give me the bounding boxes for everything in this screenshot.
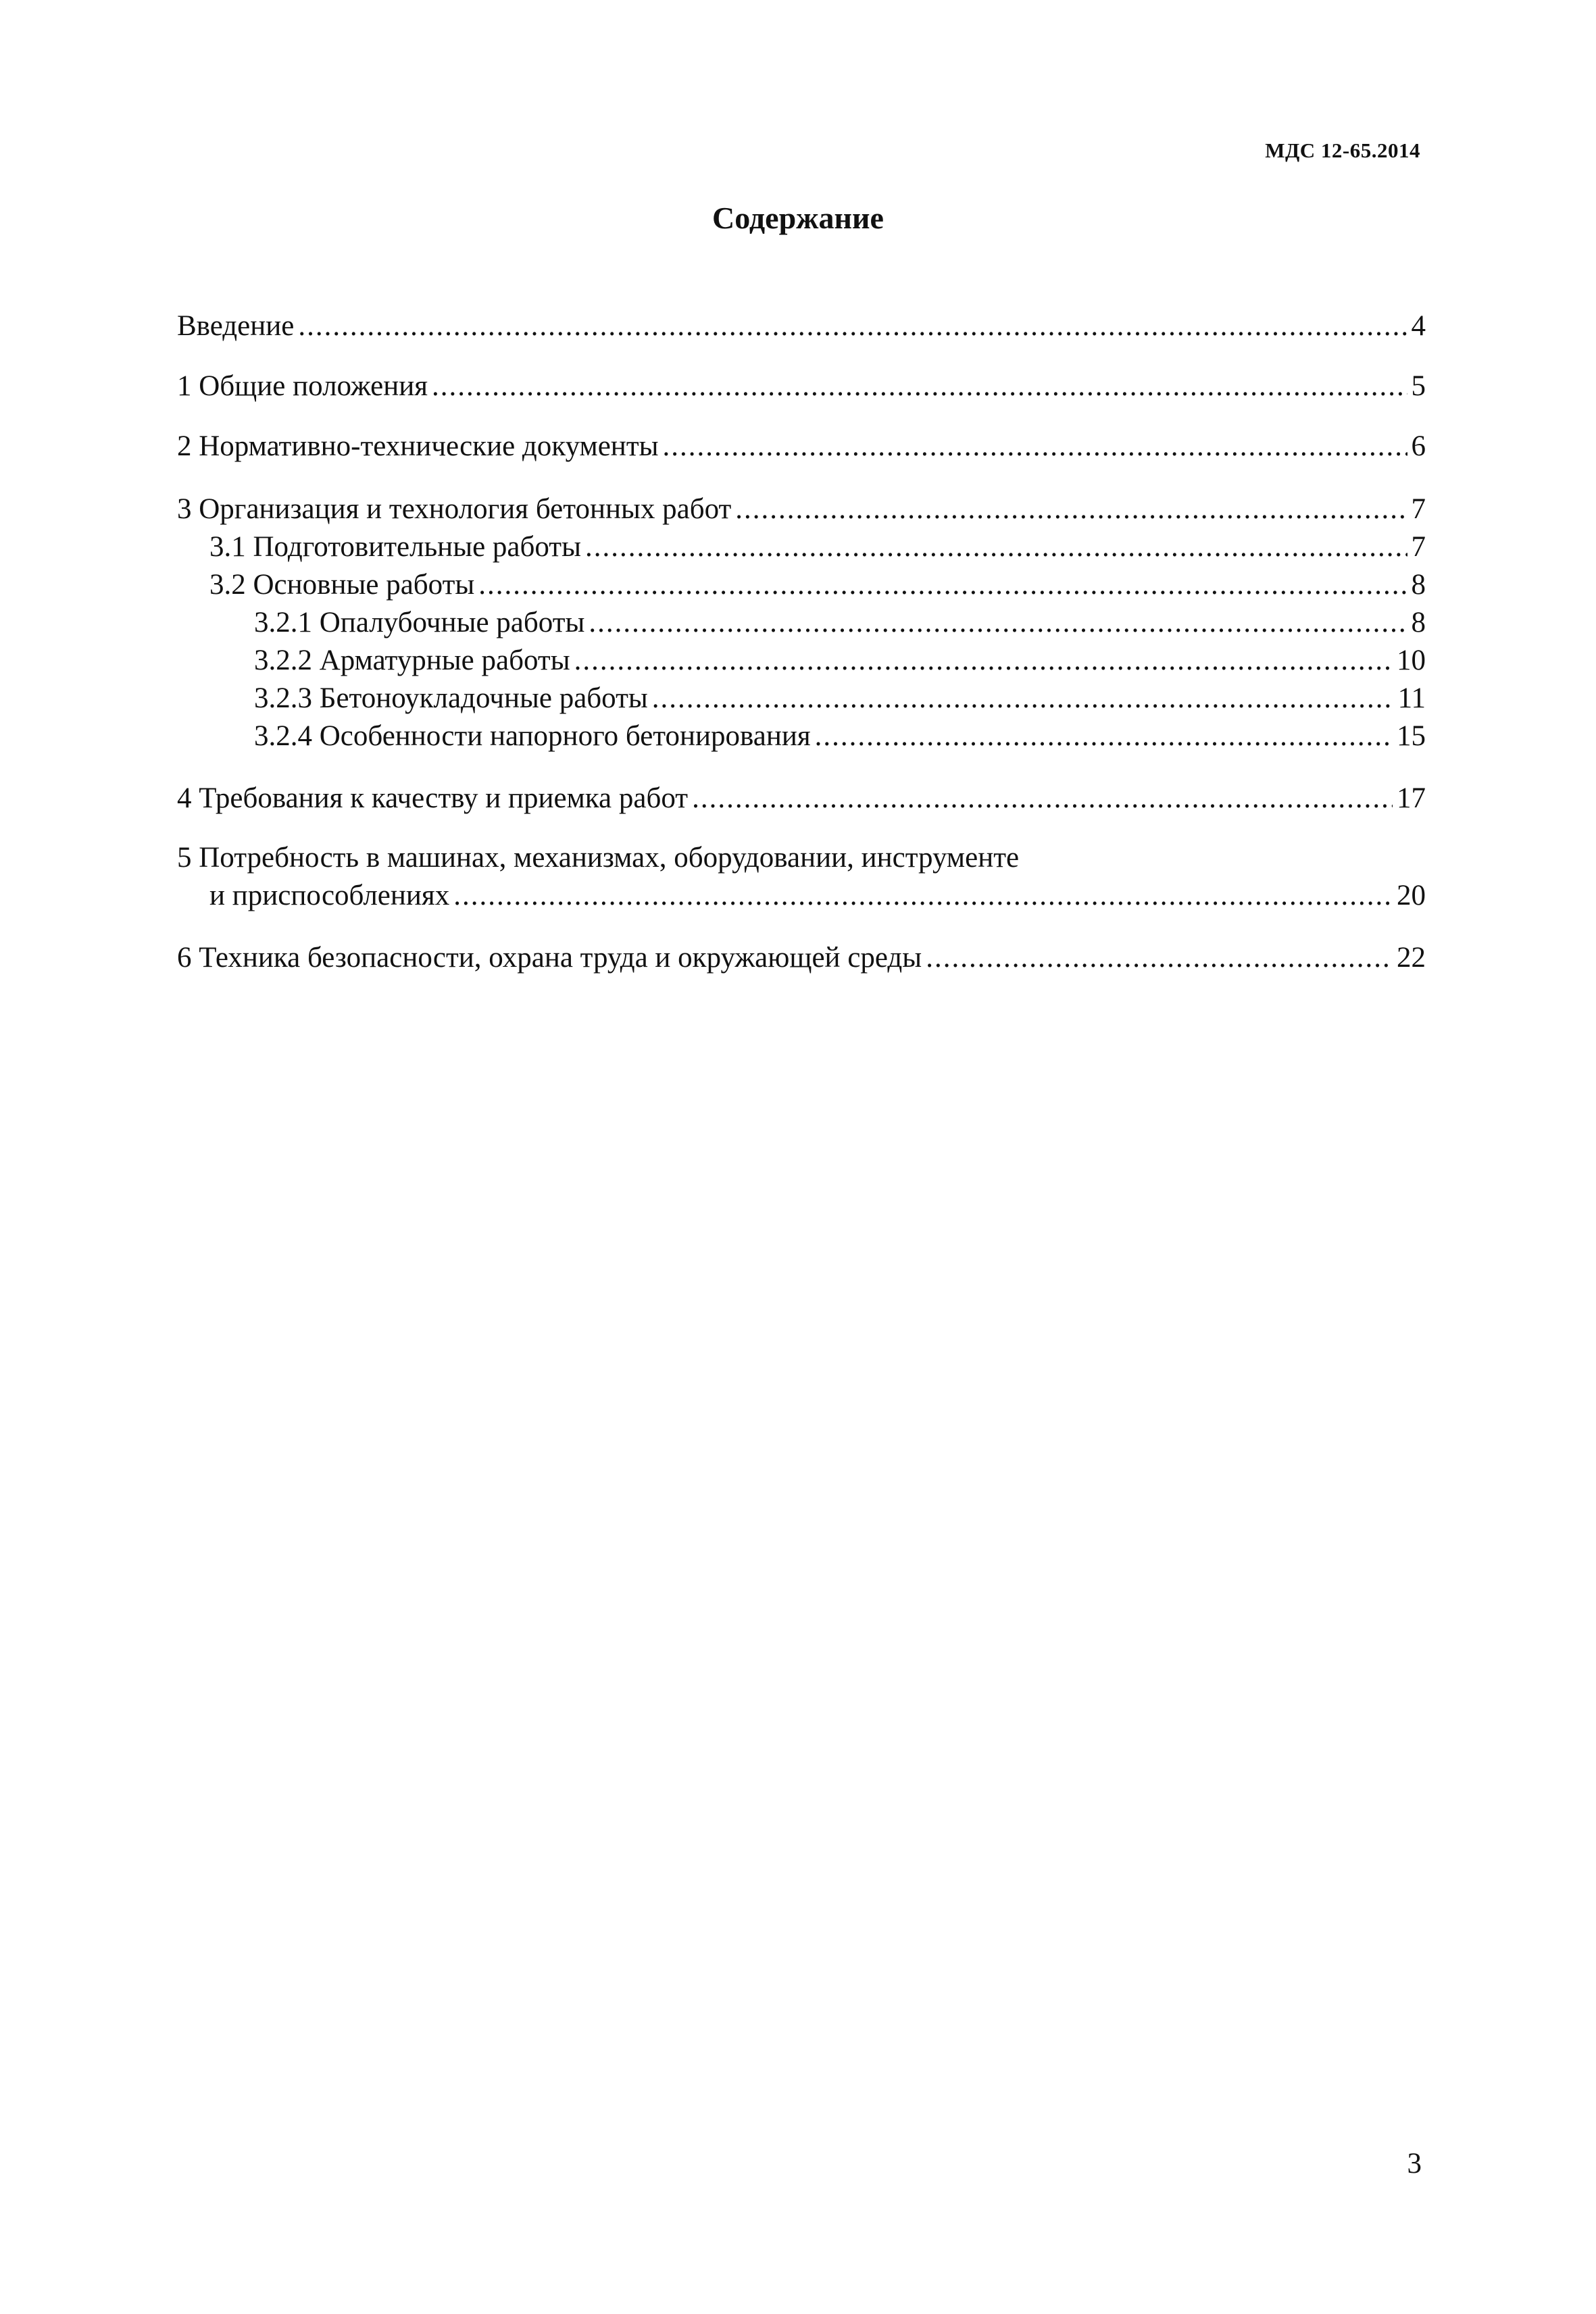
toc-entry-label: 3.2 Основные работы: [209, 569, 475, 601]
toc-entry-section-3-2-1[interactable]: [177, 604, 1426, 642]
document-code: МДС 12-65.2014: [1265, 139, 1420, 162]
toc-entry-label: Введение: [177, 310, 295, 342]
toc-entry-page: 8: [1411, 569, 1426, 601]
toc-leader-dots: [926, 939, 1393, 977]
toc-entry-section-5-line1[interactable]: 5 Потребность в машинах, механизмах, оборудовании, инструменте: [177, 842, 1020, 874]
toc-leader-dots: [298, 307, 1407, 345]
toc-leader-dots: [815, 718, 1393, 755]
toc-entry-label: 4 Требования к качеству и приемка работ: [177, 782, 689, 814]
toc-leader-dots: [735, 491, 1407, 528]
toc-entry-introduction[interactable]: [177, 307, 1426, 345]
toc-entry-section-3-2-4[interactable]: [177, 718, 1426, 755]
toc-entry-section-6[interactable]: [177, 939, 1426, 977]
toc-entry-page: 17: [1397, 782, 1426, 814]
toc-entry-label: 2 Нормативно-технические документы: [177, 430, 659, 462]
toc-entry-label: 3.2.3 Бетоноукладочные работы: [254, 682, 648, 714]
toc-leader-dots: [585, 528, 1407, 566]
toc-entry-page: 7: [1411, 531, 1426, 563]
toc-entry-section-3-2-3[interactable]: [177, 680, 1426, 718]
toc-leader-dots: [589, 604, 1407, 642]
toc-leader-dots: [478, 566, 1407, 604]
toc-title: Содержание: [712, 201, 884, 235]
toc-leader-dots: [663, 428, 1407, 466]
toc-leader-dots: [453, 877, 1393, 915]
toc-entry-page: 10: [1397, 645, 1426, 676]
toc-entry-label: и приспособлениях: [209, 880, 450, 911]
toc-entry-section-1[interactable]: [177, 368, 1426, 405]
toc-entry-section-2[interactable]: [177, 428, 1426, 466]
toc-leader-dots: [432, 368, 1407, 405]
toc-entry-page: 4: [1411, 310, 1426, 342]
toc-entry-label: 1 Общие положения: [177, 370, 428, 402]
toc-leader-dots: [692, 780, 1393, 818]
toc-entry-label: 3.1 Подготовительные работы: [209, 531, 581, 563]
toc-entry-label: 3 Организация и технология бетонных работ: [177, 493, 732, 525]
toc-entry-page: 6: [1411, 430, 1426, 462]
page-number: 3: [1407, 2148, 1422, 2180]
toc-entry-page: 11: [1397, 682, 1426, 714]
toc-entry-section-3-2-2[interactable]: [177, 642, 1426, 680]
toc-entry-page: 22: [1397, 942, 1426, 974]
toc-leader-dots: [652, 680, 1394, 718]
toc-leader-dots: [574, 642, 1393, 680]
toc-entry-page: 8: [1411, 607, 1426, 638]
toc-entry-section-4[interactable]: [177, 780, 1426, 818]
toc-entry-label: 3.2.4 Особенности напорного бетонирования: [254, 720, 811, 752]
toc-entry-label: 3.2.2 Арматурные работы: [254, 645, 570, 676]
toc-entry-label: 6 Техника безопасности, охрана труда и окружающей среды: [177, 942, 922, 974]
toc-entry-page: 15: [1397, 720, 1426, 752]
toc-entry-section-5[interactable]: [177, 877, 1426, 915]
toc-entry-section-3-2[interactable]: [177, 566, 1426, 604]
toc-entry-page: 7: [1411, 493, 1426, 525]
toc-entry-label: 3.2.1 Опалубочные работы: [254, 607, 585, 638]
toc-entry-section-3[interactable]: [177, 491, 1426, 528]
toc-entry-section-3-1[interactable]: [177, 528, 1426, 566]
toc-entry-page: 20: [1397, 880, 1426, 911]
toc-entry-page: 5: [1411, 370, 1426, 402]
